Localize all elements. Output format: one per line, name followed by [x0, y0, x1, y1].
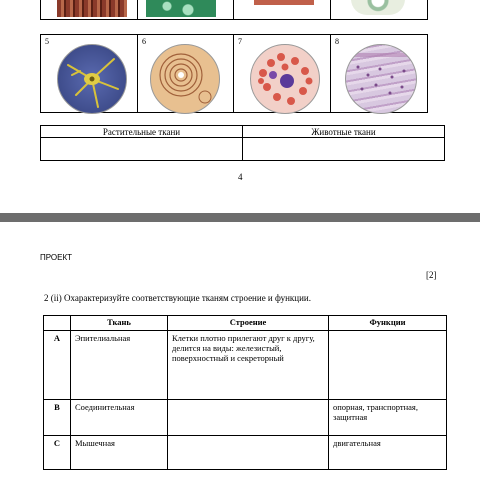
table-row	[44, 331, 447, 400]
animal-tissues-header: Животные ткани	[243, 126, 445, 138]
page-number: 4	[238, 172, 243, 182]
image-cell-6	[137, 34, 234, 113]
image-number: 7	[238, 37, 242, 46]
table-row	[44, 400, 447, 436]
plant-tissues-answer-cell[interactable]	[41, 138, 243, 161]
function-cell[interactable]: опорная, транспортная, защитная	[329, 400, 447, 436]
neuron-image	[57, 44, 127, 114]
tissue-header: Ткань	[71, 316, 168, 331]
structure-cell[interactable]	[168, 400, 329, 436]
image-number: 5	[45, 37, 49, 46]
structure-cell[interactable]: Клетки плотно прилегают друг к другу, делится на виды: железистый, поверхностный и секреторный	[168, 331, 329, 400]
row-letter: B	[44, 400, 71, 436]
animal-tissues-answer-cell[interactable]	[243, 138, 445, 161]
image-cell-2	[137, 0, 234, 20]
function-cell[interactable]	[329, 331, 447, 400]
image-cell-7	[233, 34, 331, 113]
task-text: 2 (ii) Охарактеризуйте соответствующие тканям строение и функции.	[44, 293, 311, 303]
image-number: 6	[142, 37, 146, 46]
image-cell-4	[330, 0, 428, 20]
bone-tissue-image	[150, 44, 220, 114]
row-letter: A	[44, 331, 71, 400]
stem-section-image	[351, 0, 405, 15]
tissue-function-table	[43, 315, 447, 470]
project-label: ПРОЕКТ	[40, 253, 73, 262]
image-cell-5	[40, 34, 138, 113]
tissue-cell: Мышечная	[71, 436, 168, 470]
image-cell-1	[40, 0, 138, 20]
tissue-cell: Соединительная	[71, 400, 168, 436]
marks-label: [2]	[426, 270, 437, 280]
blood-tissue-image	[250, 44, 320, 114]
image-number: 8	[335, 37, 339, 46]
row-letter: C	[44, 436, 71, 470]
image-cell-8	[330, 34, 428, 113]
plant-tissue-image	[146, 0, 216, 17]
table-row	[44, 436, 447, 470]
page-divider	[0, 213, 480, 222]
plant-tissues-header: Растительные ткани	[41, 126, 243, 138]
image-cell-3	[233, 0, 331, 20]
function-header: Функции	[329, 316, 447, 331]
letter-header	[44, 316, 71, 331]
tissue-cell: Эпителиальная	[71, 331, 168, 400]
function-cell[interactable]: двигательная	[329, 436, 447, 470]
structure-cell[interactable]	[168, 436, 329, 470]
epithelium-image	[345, 44, 417, 114]
plant-section-image	[254, 0, 314, 5]
tissue-classification-table	[40, 125, 445, 161]
structure-header: Строение	[168, 316, 329, 331]
plant-fiber-image	[57, 0, 127, 17]
